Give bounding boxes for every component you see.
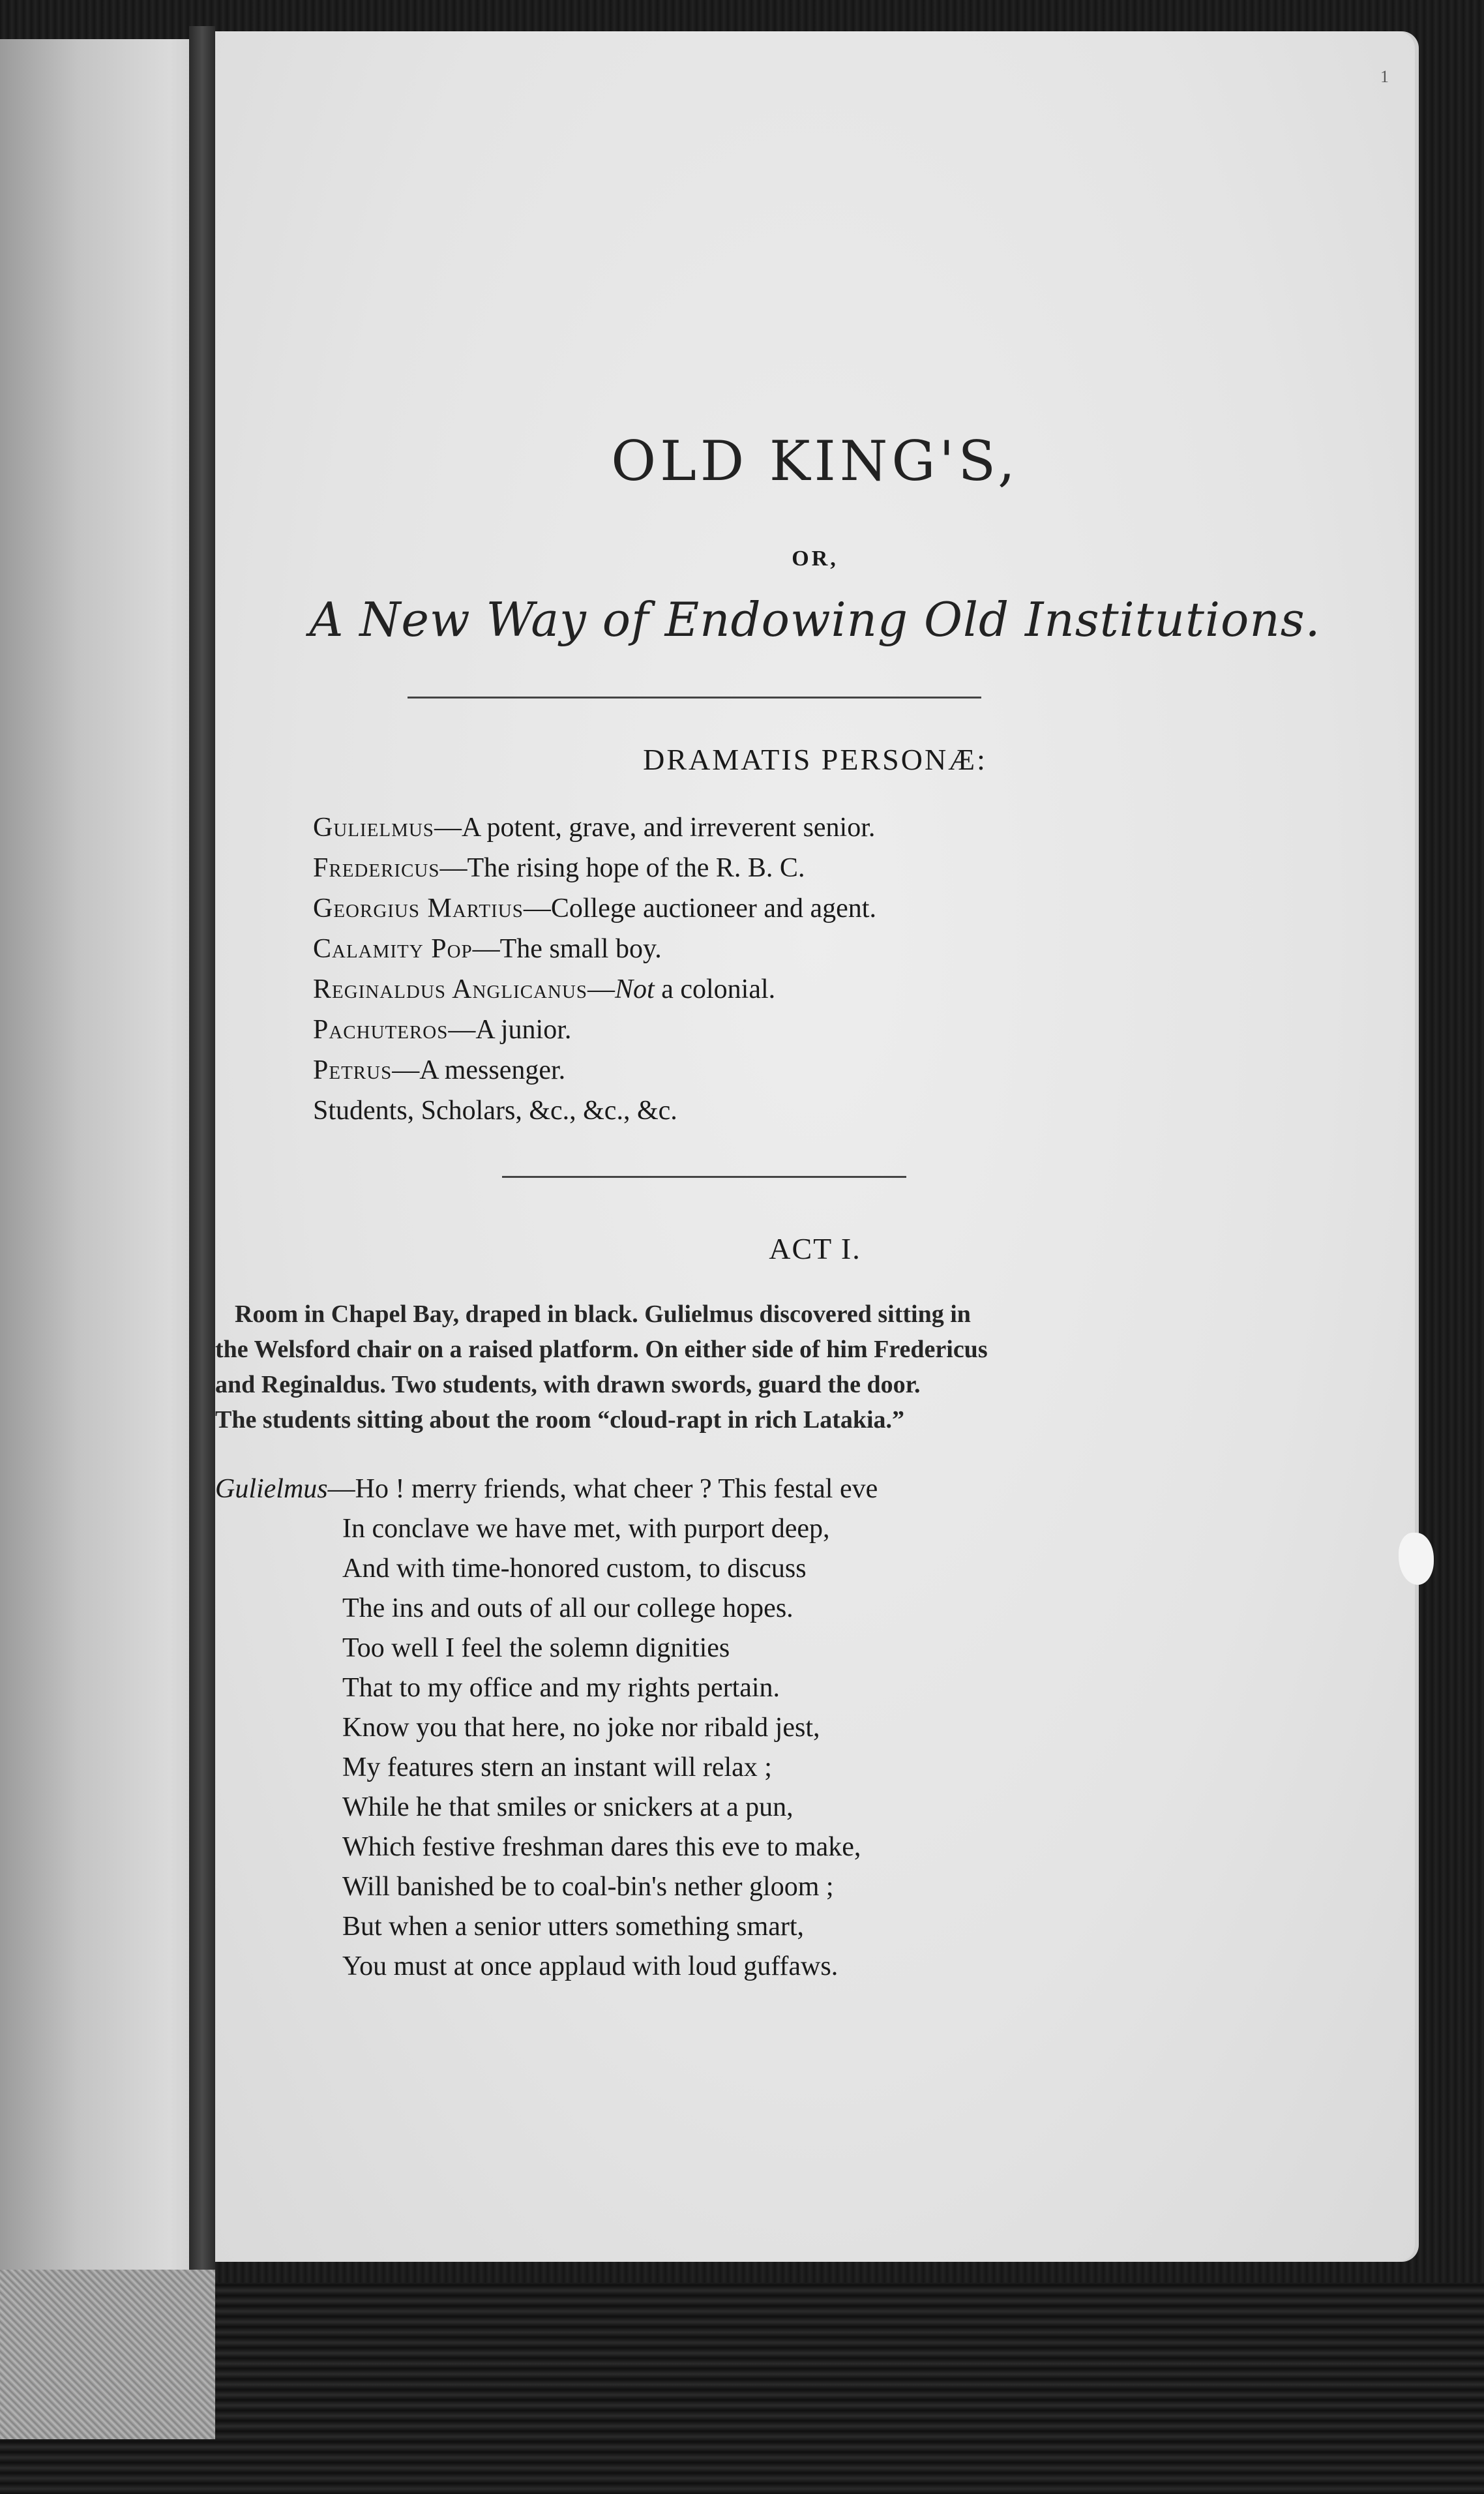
persona-description-pre: — <box>587 974 616 1004</box>
persona-item <box>313 929 1291 969</box>
divider-rule-top <box>408 697 981 699</box>
stage-direction-line: Room in Chapel Bay, draped in black. Gulielmus discovered sitting in <box>235 1300 971 1328</box>
page-mark: 1 <box>1380 67 1389 86</box>
verse-line: Will banished be to coal-bin's nether gloom ; <box>342 1872 834 1902</box>
persona-name: Pachuteros <box>313 1015 449 1045</box>
persona-item <box>313 1050 1291 1090</box>
speech-block <box>215 1469 1324 1987</box>
verse-line: While he that smiles or snickers at a pun, <box>342 1792 794 1822</box>
play-subtitle: A New Way of Endowing Old Institutions. <box>309 592 1321 647</box>
persona-name: Reginaldus Anglicanus <box>313 974 588 1004</box>
verse-line: Which festive freshman dares this eve to make, <box>342 1832 861 1862</box>
persona-name: Fredericus <box>313 853 440 883</box>
persona-description: Students, Scholars, &c., &c., &c. <box>313 1096 677 1126</box>
persona-description: —The small boy. <box>472 934 662 964</box>
printed-page <box>215 31 1415 2262</box>
persona-name: Petrus <box>313 1055 393 1085</box>
persona-name: Calamity Pop <box>313 934 473 964</box>
verse-line: You must at once applaud with loud guffaws. <box>342 1951 838 1981</box>
persona-description: —A potent, grave, and irreverent senior. <box>434 813 876 843</box>
dramatis-personae-heading: DRAMATIS PERSONÆ: <box>643 743 987 776</box>
page-content <box>215 31 1415 2262</box>
facing-page-edge <box>0 39 202 2276</box>
verse-line: But when a senior utters something smart, <box>342 1912 805 1942</box>
stage-direction-line: the Welsford chair on a raised platform. On either side of him Fredericus <box>215 1336 988 1363</box>
verse-line: The ins and outs of all our college hopes. <box>342 1593 794 1623</box>
persona-name: Georgius Martius <box>313 894 524 924</box>
persona-name: Gulielmus <box>313 813 434 843</box>
title-or: OR, <box>792 547 838 571</box>
persona-description: —College auctioneer and agent. <box>523 894 876 924</box>
verse-line: My features stern an instant will relax ; <box>342 1752 772 1782</box>
stage-direction-line: and Reginaldus. Two students, with drawn swords, guard the door. <box>215 1371 921 1398</box>
persona-description: —The rising hope of the R. B. C. <box>439 853 805 883</box>
persona-description-post: a colonial. <box>654 974 776 1004</box>
divider-rule-middle <box>502 1176 906 1178</box>
persona-item <box>313 969 1291 1010</box>
persona-item <box>313 848 1291 888</box>
scanner-bottom-strip <box>0 2283 1484 2494</box>
binding-gutter <box>189 26 215 2283</box>
speech-first-line <box>215 1469 1324 1509</box>
play-title: OLD KING'S, <box>611 429 1019 493</box>
speech-line: —Ho ! merry friends, what cheer ? This festal eve <box>327 1474 878 1504</box>
dramatis-personae-list <box>313 807 1291 1131</box>
stage-direction <box>215 1297 1193 1437</box>
verse-line: And with time-honored custom, to discuss <box>342 1554 807 1584</box>
verse-line: Too well I feel the solemn dignities <box>342 1633 730 1663</box>
book-cover-cloth <box>0 2270 215 2439</box>
persona-description-italic: Not <box>615 974 655 1004</box>
verse-line: Know you that here, no joke nor ribald jest, <box>342 1713 820 1743</box>
verse-line: In conclave we have met, with purport deep, <box>342 1514 830 1544</box>
persona-description: —A junior. <box>448 1015 572 1045</box>
persona-item <box>313 1090 1291 1131</box>
speaker-name: Gulielmus <box>215 1474 328 1504</box>
verse-line: That to my office and my rights pertain. <box>342 1673 780 1703</box>
stage-direction-line: The students sitting about the room “cloud-rapt in rich Latakia.” <box>215 1406 905 1434</box>
persona-item <box>313 807 1291 848</box>
persona-item <box>313 888 1291 929</box>
persona-description: —A messenger. <box>392 1055 566 1085</box>
persona-item <box>313 1010 1291 1050</box>
act-heading: ACT I. <box>769 1232 861 1265</box>
